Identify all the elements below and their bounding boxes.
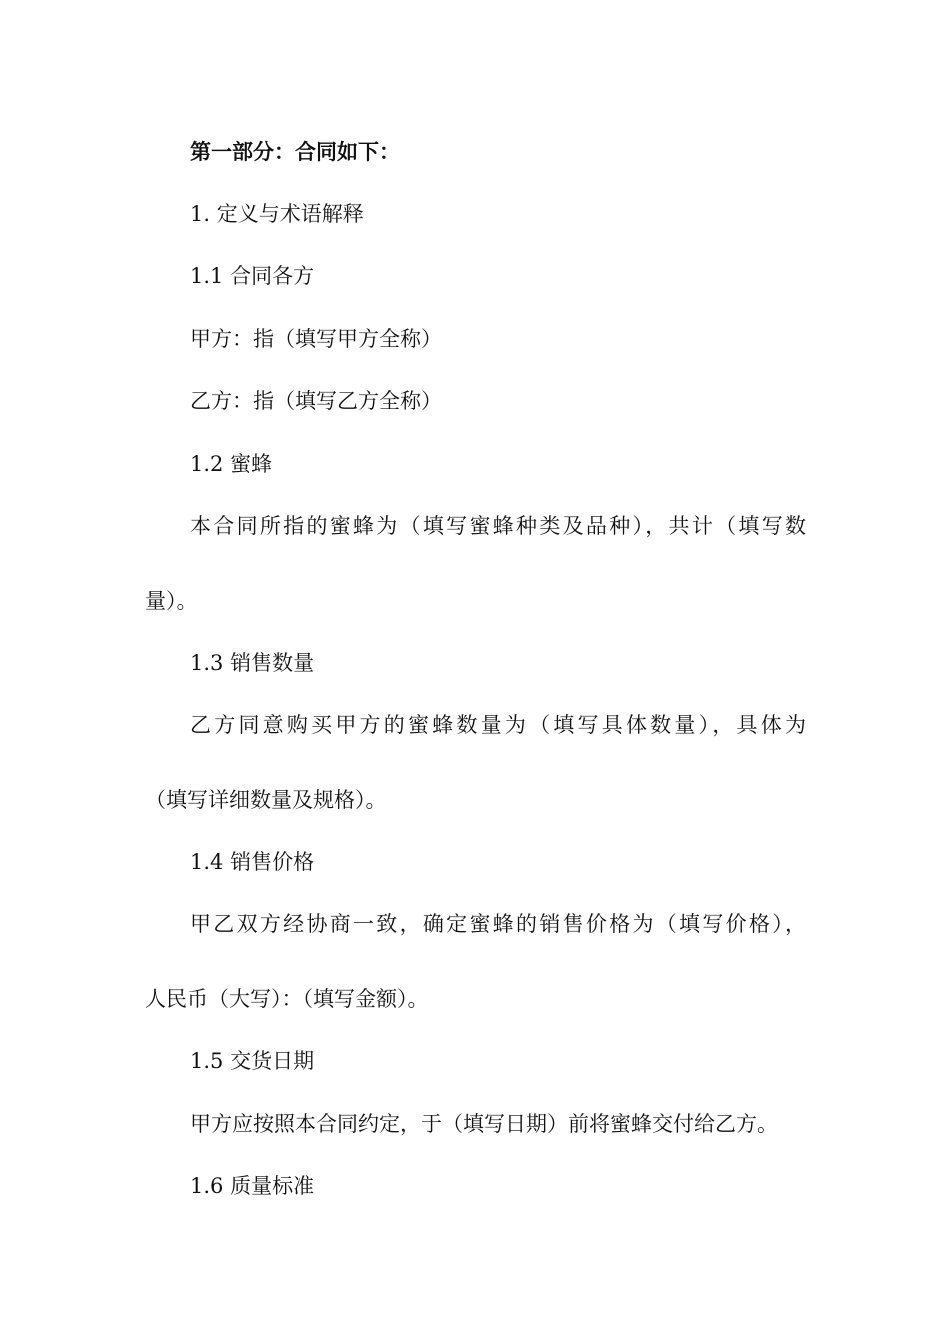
section-1-title: 1. 定义与术语解释	[190, 202, 364, 226]
bee-definition-line-1: 本合同所指的蜜蜂为（填写蜜蜂种类及品种），共计（填写数	[190, 514, 806, 538]
section-1-3-title: 1.3 销售数量	[190, 651, 315, 675]
party-a-definition: 甲方：指（填写甲方全称）	[190, 327, 442, 351]
section-1-5-title: 1.5 交货日期	[190, 1049, 315, 1073]
section-1-1-title: 1.1 合同各方	[190, 264, 315, 288]
section-1-4-title: 1.4 销售价格	[190, 850, 315, 874]
delivery-date-clause: 甲方应按照本合同约定，于（填写日期）前将蜜蜂交付给乙方。	[190, 1112, 778, 1136]
sales-quantity-line-2: （填写详细数量及规格）。	[145, 788, 387, 812]
sales-quantity-line-1: 乙方同意购买甲方的蜜蜂数量为（填写具体数量），具体为	[190, 713, 806, 737]
party-b-definition: 乙方：指（填写乙方全称）	[190, 389, 442, 413]
part-heading: 第一部分：合同如下：	[190, 140, 400, 164]
section-1-2-title: 1.2 蜜蜂	[190, 452, 273, 476]
sales-price-line-2: 人民币（大写）：（填写金额）。	[145, 987, 429, 1011]
section-1-6-title: 1.6 质量标准	[190, 1174, 315, 1198]
bee-definition-line-2: 量）。	[145, 589, 198, 613]
sales-price-line-1: 甲乙双方经协商一致，确定蜜蜂的销售价格为（填写价格），	[190, 912, 806, 936]
